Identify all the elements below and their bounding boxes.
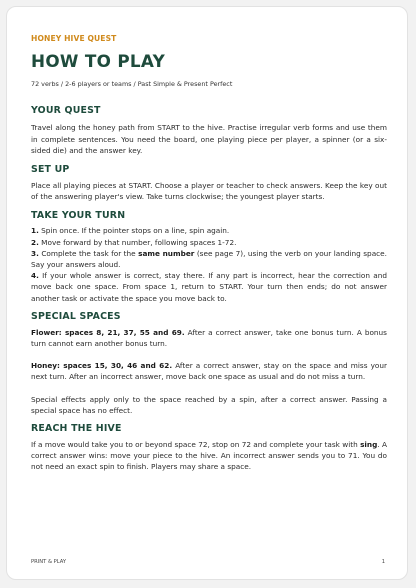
setup-heading: SET UP — [31, 164, 70, 176]
footer-label: PRINT & PLAY — [31, 559, 67, 565]
quest-text: Travel along the honey path from START to the hive. Practise irregular verb forms and use them in complete sentences. You need the board, one playing piece per player, a spinner (or a six-sided die) and the answer key. — [31, 123, 387, 155]
turn-heading: TAKE YOUR TURN — [31, 210, 126, 222]
step-number: 1. — [31, 226, 39, 236]
step-number: 3. — [31, 248, 39, 258]
quest-heading: YOUR QUEST — [31, 105, 101, 117]
honey-spaces: Honey: spaces 15, 30, 46 and 62. — [31, 361, 173, 371]
flower-rule: Flower: spaces 8, 21, 37, 55 and 69. After a correct answer, take one bonus turn. A bonus turn cannot earn another bonus turn. — [31, 327, 387, 349]
turn-step-1: 1. Spin once. If the pointer stops on a line, spin again. — [31, 226, 230, 236]
honey-rule: Honey: spaces 15, 30, 46 and 62. After a correct answer, stay on the space and miss your next turn. After an incorrect answer, move back one space as usual and do not miss a turn. — [31, 361, 387, 382]
page-footer — [31, 559, 385, 565]
page-content — [31, 33, 387, 473]
page-title: HOW TO PLAY — [31, 51, 166, 72]
document-page — [6, 6, 408, 580]
reach-text: If a move would take you to or beyond space 72, stop on 72 and complete your task with sing. A correct answer wins: move your piece to the hive. An incorrect answer sends you to 71. You do not need an exact spin to finish. Players may share a space. — [31, 440, 387, 472]
turn-step-3: 3. Complete the task for the same number (see page 7), using the verb on your landing space. Say your answers aloud. — [31, 248, 387, 270]
step-number: 4. — [31, 271, 39, 281]
special-heading: SPECIAL SPACES — [31, 310, 121, 322]
turn-step-2: 2. Move forward by that number, following spaces 1-72. — [31, 237, 237, 247]
emphasis: sing — [360, 440, 378, 450]
special-note: Special effects apply only to the space reached by a spin, after a correct answer. Passing a special space has no effect. — [31, 394, 387, 415]
page-number: 1 — [381, 559, 385, 565]
step-number: 2. — [31, 237, 39, 247]
turn-step-4: 4. If your whole answer is correct, stay there. If any part is incorrect, hear the correction and move back one space. From space 1, return to START. Your turn then ends; do not answer another task or activate the space you move back to. — [31, 271, 387, 303]
reach-heading: REACH THE HIVE — [31, 423, 122, 435]
game-name: HONEY HIVE QUEST — [31, 34, 117, 43]
flower-spaces: Flower: spaces 8, 21, 37, 55 and 69. — [31, 327, 185, 337]
page-subtitle: 72 verbs / 2-6 players or teams / Past Simple & Present Perfect — [31, 80, 233, 89]
setup-text: Place all playing pieces at START. Choose a player or teacher to check answers. Keep the key out of the answering player's view. Take turns clockwise; the youngest player starts. — [31, 181, 387, 202]
emphasis: same number — [138, 248, 195, 258]
